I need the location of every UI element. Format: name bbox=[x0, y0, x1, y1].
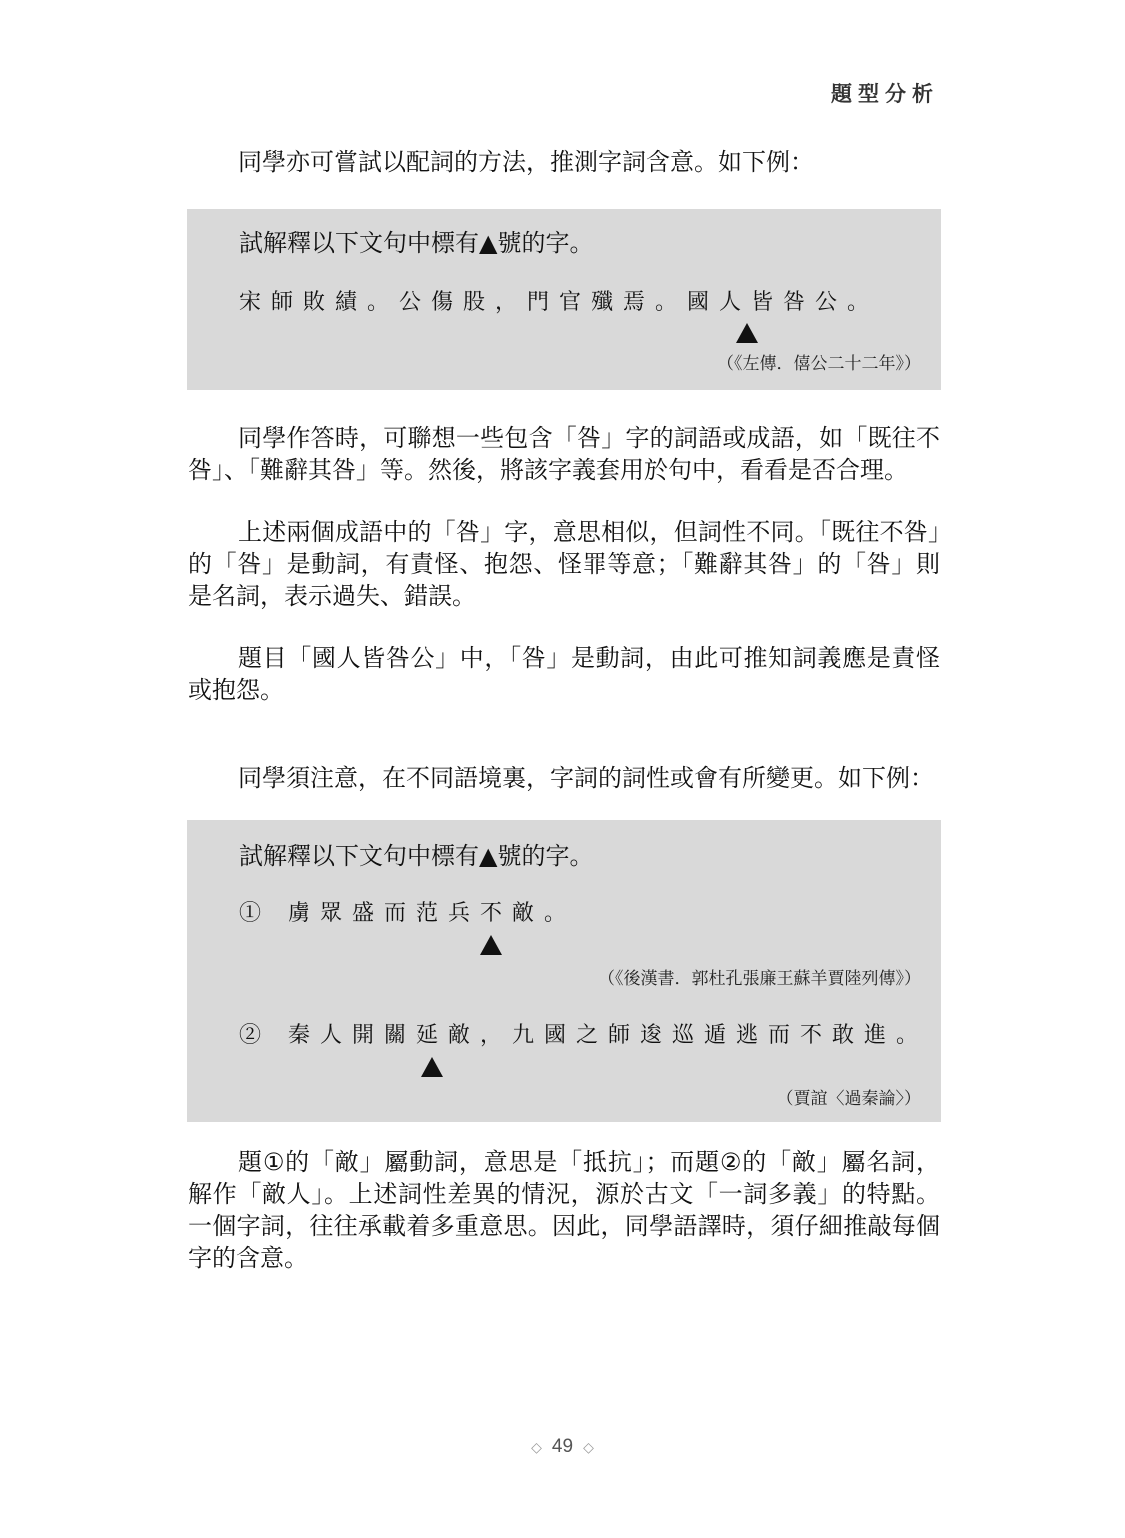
example-1-question: 試解釋以下文句中標有▲號的字。 bbox=[239, 229, 594, 257]
paragraph-polysemy: 題①的「敵」屬動詞，意思是「抵抗」；而題②的「敵」屬名詞，解作「敵人」。上述詞性差異的情況，源於古文「一詞多義」的特點。一個字詞，往往承載着多重意思。因此，同學語譯時，須仔細推敲每個字的含意。 bbox=[188, 1148, 940, 1272]
example-1-quote: 宋師敗績。公傷股，門官殲焉。國人皆咎公。 bbox=[239, 290, 880, 315]
example-box-2 bbox=[187, 820, 941, 1122]
example-2-question: 試解釋以下文句中標有▲號的字。 bbox=[239, 842, 594, 870]
page-footer bbox=[0, 1436, 1125, 1458]
paragraph-conclusion: 題目「國人皆咎公」中，「咎」是動詞，由此可推知詞義應是責怪或抱怨。 bbox=[188, 644, 940, 704]
triangle-marker-icon bbox=[480, 935, 502, 955]
diamond-icon: ◇ bbox=[583, 1439, 594, 1455]
example-2-source-2: （賈誼〈過秦論〉） bbox=[776, 1089, 921, 1109]
diamond-icon: ◇ bbox=[531, 1439, 542, 1455]
paragraph-association: 同學作答時，可聯想一些包含「咎」字的詞語或成語，如「既往不咎」、「難辭其咎」等。然後，將該字義套用於句中，看看是否合理。 bbox=[188, 424, 940, 484]
triangle-marker-icon bbox=[421, 1057, 443, 1077]
example-2-quote-1: ① 虜眾盛而范兵不敵。 bbox=[239, 901, 576, 926]
example-box-1 bbox=[187, 209, 941, 390]
example-2-source-1: （《後漢書．郭杜孔張廉王蘇羊賈陸列傳》） bbox=[598, 969, 921, 989]
paragraph-part-of-speech: 上述兩個成語中的「咎」字，意思相似，但詞性不同。「既往不咎」的「咎」是動詞，有責怪、抱怨、怪罪等意；「難辭其咎」的「咎」則是名詞，表示過失、錯誤。 bbox=[188, 518, 940, 610]
paragraph-context-note: 同學須注意，在不同語境裏，字詞的詞性或會有所變更。如下例： bbox=[238, 764, 934, 792]
page-number: 49 bbox=[551, 1436, 574, 1457]
section-title: 題型分析 bbox=[831, 81, 939, 106]
example-1-source: （《左傳．僖公二十二年》） bbox=[717, 354, 921, 374]
triangle-marker-icon bbox=[736, 323, 758, 343]
paragraph-intro-collocation: 同學亦可嘗試以配詞的方法，推測字詞含意。如下例： bbox=[238, 148, 814, 176]
example-2-quote-2: ② 秦人開關延敵，九國之師逡巡遁逃而不敢進。 bbox=[239, 1023, 928, 1048]
